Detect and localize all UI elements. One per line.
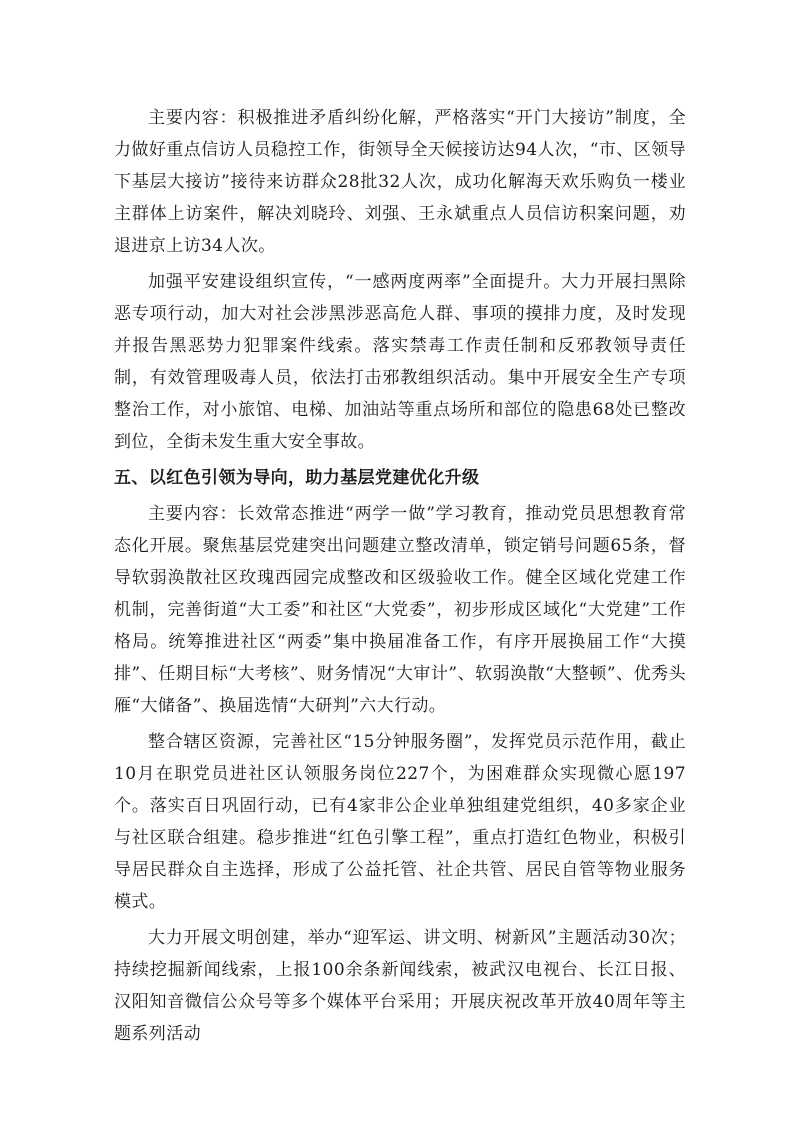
paragraph-public-safety: 加强平安建设组织宣传，“一感两度两率”全面提升。大力开展扫黑除恶专项行动，加大对社会涉黑涉恶高危人群、事项的摸排力度，及时发现并报告黑恶势力犯罪案件线索。落实禁毒工作责任制和反邪教领导责任制，有效管理吸毒人员，依法打击邪教组织活动。集中开展安全生产专项整治工作，对小旅馆、电梯、加油站等重点场所和部位的隐患68处已整改到位，全街未发生重大安全事故。 xyxy=(114,272,686,452)
document-page xyxy=(114,102,686,1050)
section-heading: 五、以红色引领为导向，助力基层党建优化升级 xyxy=(114,468,480,488)
paragraph-petition-work: 主要内容：积极推进矛盾纠纷化解，严格落实“开门大接访”制度，全力做好重点信访人员稳控工作，街领导全天候接访达94人次，“市、区领导下基层大接访”接待来访群众28批32人次，成功化解海天欢乐购负一楼业主群体上访案件，解决刘晓玲、刘强、王永斌重点人员信访积案问题，劝退进京上访34人次。 xyxy=(114,108,686,256)
paragraph-resource-integration: 整合辖区资源，完善社区“15分钟服务圈”，发挥党员示范作用，截止10月在职党员进社区认领服务岗位227个，为困难群众实现微心愿197个。落实百日巩固行动，已有4家非公企业单独组建党组织，40多家企业与社区联合组建。稳步推进“红色引擎工程”，重点打造红色物业，积极引导居民群众自主选择，形成了公益托管、社企共管、居民自管等物业服务模式。 xyxy=(114,732,686,912)
paragraph-party-education: 主要内容：长效常态推进“两学一做”学习教育，推动党员思想教育常态化开展。聚焦基层党建突出问题建立整改清单，锁定销号问题65条，督导软弱涣散社区玫瑰西园完成整改和区级验收工作。健全区域化党建工作机制，完善街道“大工委”和社区“大党委”，初步形成区域化“大党建”工作格局。统筹推进社区“两委”集中换届准备工作，有序开展换届工作“大摸排”、任期目标“大考核”、财务情况“大审计”、软弱涣散“大整顿”、优秀头雁“大储备”、换届选情“大研判”六大行动。 xyxy=(114,504,686,716)
paragraph-civilization-creation: 大力开展文明创建，举办“迎军运、讲文明、树新风”主题活动30次；持续挖掘新闻线索，上报100余条新闻线索，被武汉电视台、长江日报、汉阳知音微信公众号等多个媒体平台采用；开展庆祝改革开放40周年等主题系列活动 xyxy=(114,928,686,1044)
